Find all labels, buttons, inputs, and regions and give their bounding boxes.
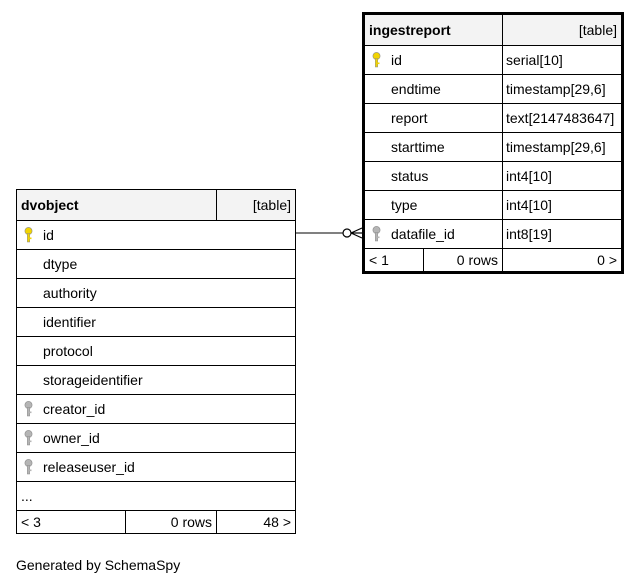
dvobject-header [17,190,296,221]
foreign-key-icon [24,430,33,449]
primary-key-icon [372,52,381,71]
column-type: text[2147483647] [503,104,623,133]
ingestreport-table[interactable] [362,12,624,273]
table-name[interactable]: ingestreport [364,14,503,46]
foreign-key-icon [24,459,33,478]
column-name-cell[interactable] [364,220,503,249]
column-row [17,366,296,395]
column-row [364,162,623,191]
column-row [17,453,296,482]
column-name-cell[interactable] [17,366,296,395]
column-name-cell[interactable] [17,424,296,453]
foreign-key-icon [24,401,33,420]
column-row [17,250,296,279]
column-row [17,424,296,453]
column-row [17,221,296,250]
dvobject-table[interactable] [16,189,296,531]
generated-by-text: Generated by SchemaSpy [16,557,181,573]
column-name-cell[interactable] [364,75,503,104]
column-name: creator_id [43,401,106,417]
column-row [17,308,296,337]
column-name-cell[interactable] [17,279,296,308]
more-row [17,482,296,511]
parent-count[interactable]: < 1 [364,249,424,273]
column-row [364,104,623,133]
column-name: id [391,52,402,68]
row-count: 0 rows [126,511,217,534]
optional-circle [343,229,351,237]
column-name: report [391,110,428,126]
column-row [17,279,296,308]
table-tag: [table] [217,190,296,221]
primary-key-icon [24,227,33,246]
column-row [364,191,623,220]
ingestreport-footer [364,249,623,273]
child-count[interactable]: 48 > [217,511,296,534]
table-name[interactable]: dvobject [17,190,217,221]
foreign-key-icon [372,226,381,245]
column-type: timestamp[29,6] [503,75,623,104]
column-name-cell[interactable] [364,191,503,220]
dvobject-footer [17,511,296,534]
crowfoot-prong-bottom [351,233,362,238]
column-type: int8[19] [503,220,623,249]
column-row [17,395,296,424]
column-type: int4[10] [503,191,623,220]
column-name-cell[interactable] [364,46,503,75]
table-tag: [table] [503,14,623,46]
column-name: endtime [391,81,441,97]
crowfoot-prong-top [351,228,362,233]
column-row [364,46,623,75]
more-indicator: ... [17,482,296,511]
column-row [364,133,623,162]
column-name: authority [43,285,97,301]
column-row [364,220,623,249]
parent-count[interactable]: < 3 [17,511,126,534]
column-name: storageidentifier [43,372,143,388]
column-name-cell[interactable] [364,104,503,133]
ingestreport-header [364,14,623,46]
column-name: datafile_id [391,226,455,242]
column-name-cell[interactable] [17,453,296,482]
column-name: protocol [43,343,93,359]
column-name: starttime [391,139,445,155]
column-name: status [391,168,429,184]
column-name-cell[interactable] [364,162,503,191]
row-count: 0 rows [424,249,503,273]
column-type: serial[10] [503,46,623,75]
column-name: owner_id [43,430,100,446]
column-type: timestamp[29,6] [503,133,623,162]
column-name: id [43,227,54,243]
column-row [364,75,623,104]
child-count[interactable]: 0 > [503,249,623,273]
column-name: identifier [43,314,96,330]
column-type: int4[10] [503,162,623,191]
column-name: type [391,197,418,213]
column-name-cell[interactable] [17,395,296,424]
column-row [17,337,296,366]
column-name-cell[interactable] [364,133,503,162]
column-name-cell[interactable] [17,250,296,279]
column-name-cell[interactable] [17,337,296,366]
column-name: dtype [43,256,78,272]
column-name: releaseuser_id [43,459,135,475]
column-name-cell[interactable] [17,308,296,337]
column-name-cell[interactable] [17,221,296,250]
